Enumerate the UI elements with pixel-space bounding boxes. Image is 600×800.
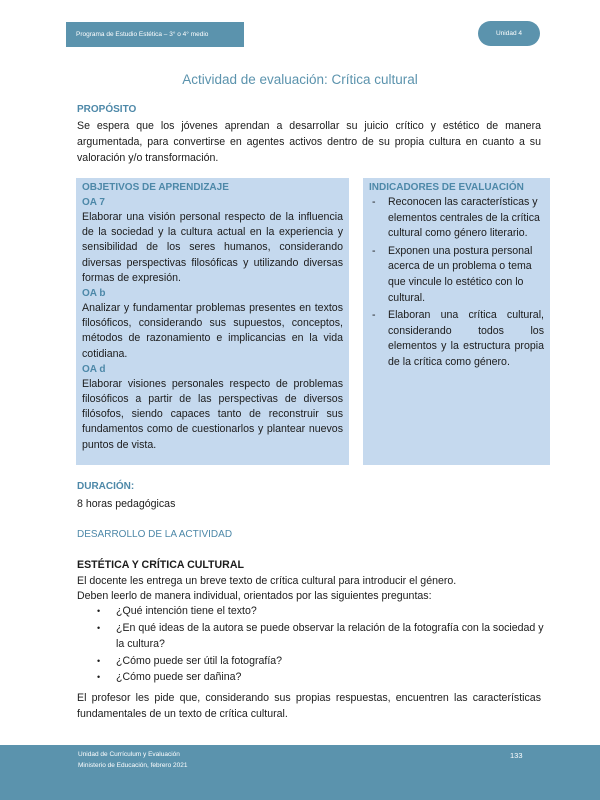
list-item [97,620,547,653]
list-item [97,653,547,670]
intro-line-1: El docente les entrega un breve texto de crítica cultural para introducir el género. [77,575,457,587]
bullet-marker: • [97,655,101,666]
intro-line-2: Deben leerlo de manera individual, orientados por las siguientes preguntas: [77,590,432,602]
indicators-box [363,178,550,465]
oa-code: OA b [82,288,106,300]
indicator-text: Exponen una postura personal acerca de un problema o tema que vincule lo estético con lo cultural. [388,244,533,304]
unit-badge [478,21,540,46]
footer-line-1: Unidad de Currículum y Evaluación [78,751,180,758]
development-label: DESARROLLO DE LA ACTIVIDAD [77,529,233,540]
question-text: ¿Qué intención tiene el texto? [116,605,257,617]
page-title: Actividad de evaluación: Crítica cultural [182,72,418,87]
closing-paragraph: El profesor les pide que, considerando sus propias respuestas, encuentren las características fundamentales de un texto de crítica cultural. [77,692,541,720]
dash-marker: - [372,244,376,257]
indicator-item [369,195,544,242]
list-item [97,669,547,686]
question-list [97,603,547,686]
unit-label: Unidad 4 [495,30,523,37]
page-footer [0,745,600,800]
question-text: ¿Cómo puede ser dañina? [116,671,242,683]
oa-text: Elaborar visiones personales respecto de problemas filosóficos a partir de las perspectivas de diversos filósofos, siendo capaces tanto de reconstruir sus fundamentos como de cuestionarlos y plantear nuevos puntos de vista. [82,377,343,451]
list-item [97,603,547,620]
oa-code: OA d [82,363,106,375]
question-text: ¿En qué ideas de la autora se puede observar la relación de la fotografía con la sociedad y la cultura? [116,621,544,650]
bullet-marker: • [97,606,101,616]
program-title: Programa de Estudio Estética – 3° o 4° medio [76,31,209,38]
program-header [66,22,244,47]
indicator-item [369,244,544,306]
dash-marker: - [372,196,376,208]
bullet-marker: • [97,672,101,682]
indicator-text: Elaboran una crítica cultural, considerando todos los elementos y la estructura propia de la crítica como género. [388,309,544,368]
purpose-text: Se espera que los jóvenes aprendan a desarrollar su juicio crítico y estético de manera argumentada, para convertirse en agentes activos dentro de su propia cultura en cuanto a su valoración y/o transformación. [77,120,541,164]
indicators-heading: INDICADORES DE EVALUACIÓN [369,182,524,193]
question-text: ¿Cómo puede ser útil la fotografía? [116,654,283,667]
footer-line-2: Ministerio de Educación, febrero 2021 [78,762,188,769]
objectives-box [76,178,349,465]
purpose-label: PROPÓSITO [77,104,137,115]
oa-text: Elaborar una visión personal respecto de la influencia de la sociedad y la cultura actual en la experiencia y sensibilidad de los seres humanos, considerando diversas perspectivas filosóficas y utilizando diversas formas de expresión. [82,211,343,284]
oa-code: OA 7 [82,197,105,208]
indicator-text: Reconocen las características y elementos centrales de la crítica cultural como género literario. [388,196,540,240]
objectives-heading: OBJETIVOS DE APRENDIZAJE [82,182,229,193]
duration-value: 8 horas pedagógicas [77,498,176,510]
indicator-item [369,308,544,370]
page-number: 133 [510,751,523,760]
dash-marker: - [372,309,376,322]
oa-text: Analizar y fundamentar problemas presentes en textos filosóficos, considerando sus supuestos, conceptos, métodos de razonamiento e implicancias en la vida cotidiana. [82,302,343,360]
duration-label: DURACIÓN: [77,481,135,492]
bullet-marker: • [97,622,101,633]
section-subheading: ESTÉTICA Y CRÍTICA CULTURAL [77,559,244,571]
